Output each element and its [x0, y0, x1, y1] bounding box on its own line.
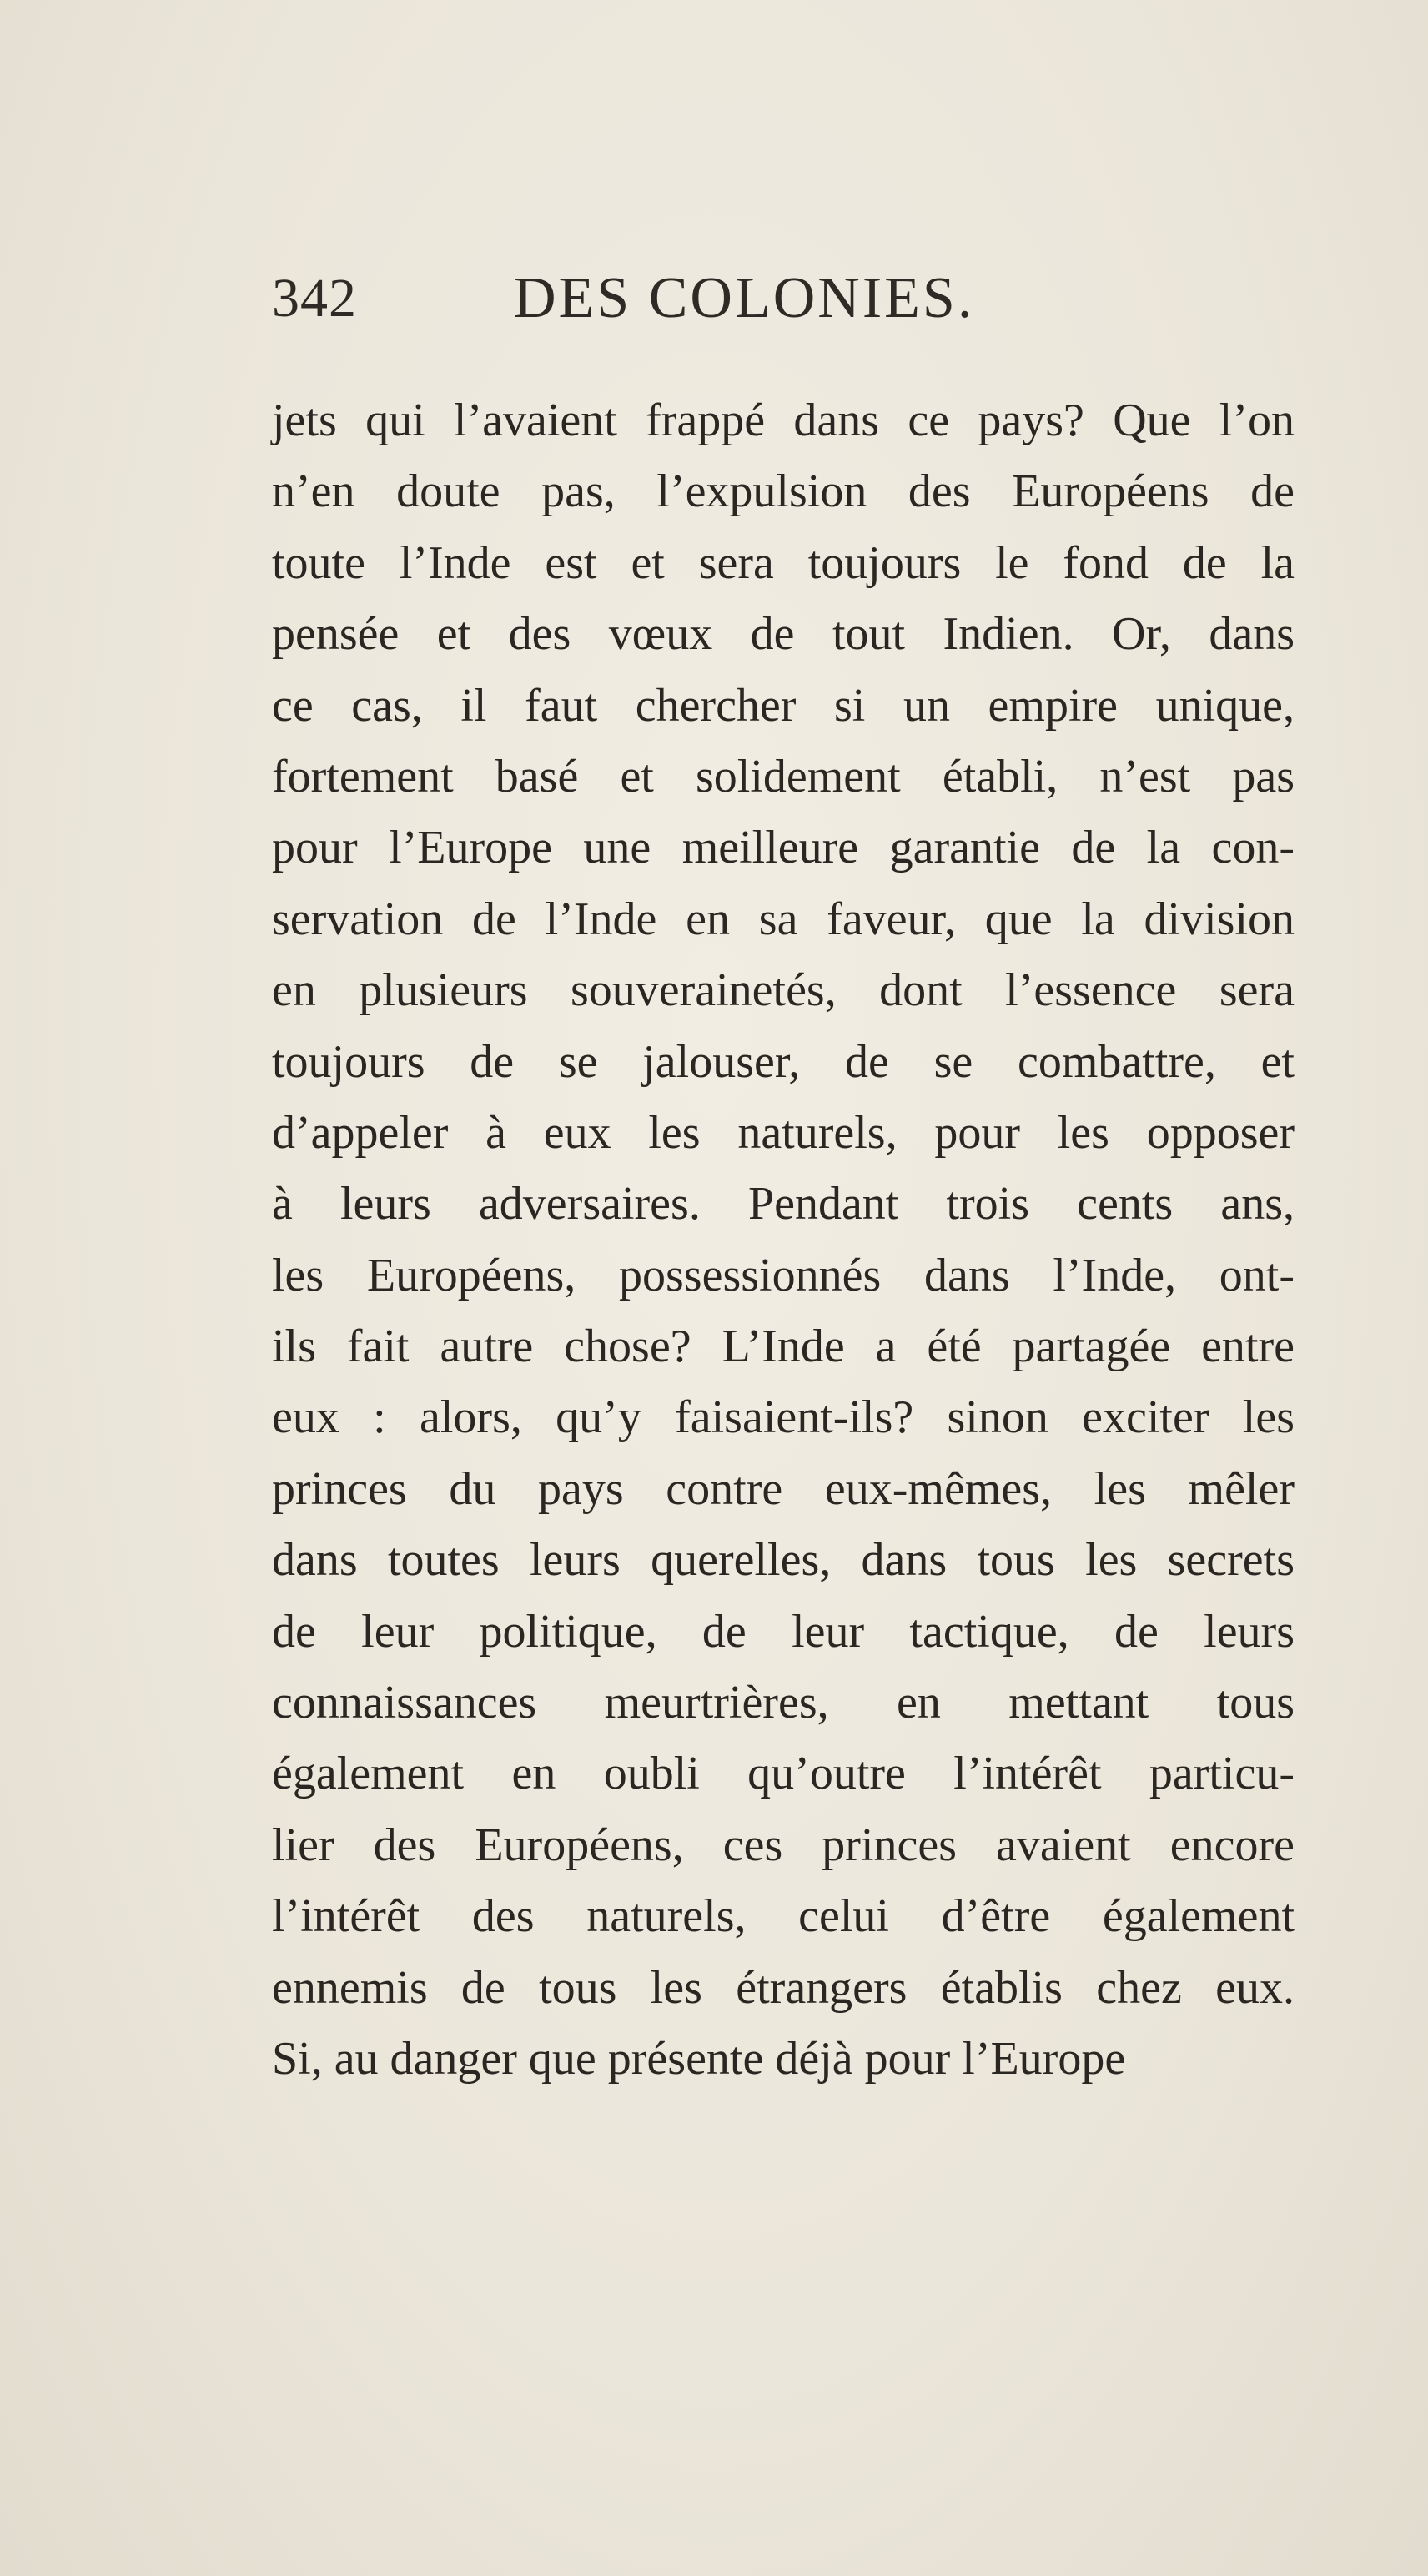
text-line: en plusieurs souverainetés, dont l’essence sera: [272, 964, 1295, 1017]
text-line: également en oubli qu’outre l’intérêt particu-: [272, 1748, 1295, 1800]
text-line: les Européens, possessionnés dans l’Inde, ont-: [272, 1249, 1295, 1301]
text-line: princes du pays contre eux-mêmes, les mêler: [272, 1462, 1295, 1515]
text-line: jets qui l’avaient frappé dans ce pays? Que l’on: [272, 395, 1295, 446]
text-line: d’appeler à eux les naturels, pour les opposer: [272, 1106, 1295, 1159]
text-line: toujours de se jalouser, de se combattre, et: [272, 1035, 1295, 1088]
text-line: servation de l’Inde en sa faveur, que la division: [272, 893, 1295, 945]
running-head: [272, 265, 1281, 332]
text-line: dans toutes leurs querelles, dans tous les secrets: [272, 1534, 1295, 1587]
body-text: [272, 385, 1295, 2095]
text-line: ce cas, il faut chercher si un empire unique,: [272, 679, 1295, 732]
text-line: n’en doute pas, l’expulsion des Européens de: [272, 465, 1295, 518]
text-line: pensée et des vœux de tout Indien. Or, dans: [272, 608, 1295, 661]
text-line: eux : alors, qu’y faisaient-ils? sinon exciter les: [272, 1391, 1295, 1444]
text-line: ennemis de tous les étrangers établis chez eux.: [272, 1961, 1295, 2014]
text-line: fortement basé et solidement établi, n’est pas: [272, 750, 1295, 802]
text-line: connaissances meurtrières, en mettant tous: [272, 1677, 1295, 1729]
text-line: toute l’Inde est et sera toujours le fond de la: [272, 536, 1295, 589]
text-line: l’intérêt des naturels, celui d’être également: [272, 1890, 1295, 1943]
text-line: pour l’Europe une meilleure garantie de la con-: [272, 822, 1295, 874]
text-line: à leurs adversaires. Pendant trois cents ans,: [272, 1178, 1295, 1230]
text-line: ils fait autre chose? L’Inde a été partagée entre: [272, 1321, 1295, 1373]
text-line: Si, au danger que présente déjà pour l’Europe: [272, 2032, 1126, 2085]
running-title: DES COLONIES.: [514, 266, 975, 330]
text-line: de leur politique, de leur tactique, de leurs: [272, 1605, 1295, 1658]
page-number: 342: [272, 268, 357, 329]
text-line: lier des Européens, ces princes avaient encore: [272, 1819, 1295, 1871]
